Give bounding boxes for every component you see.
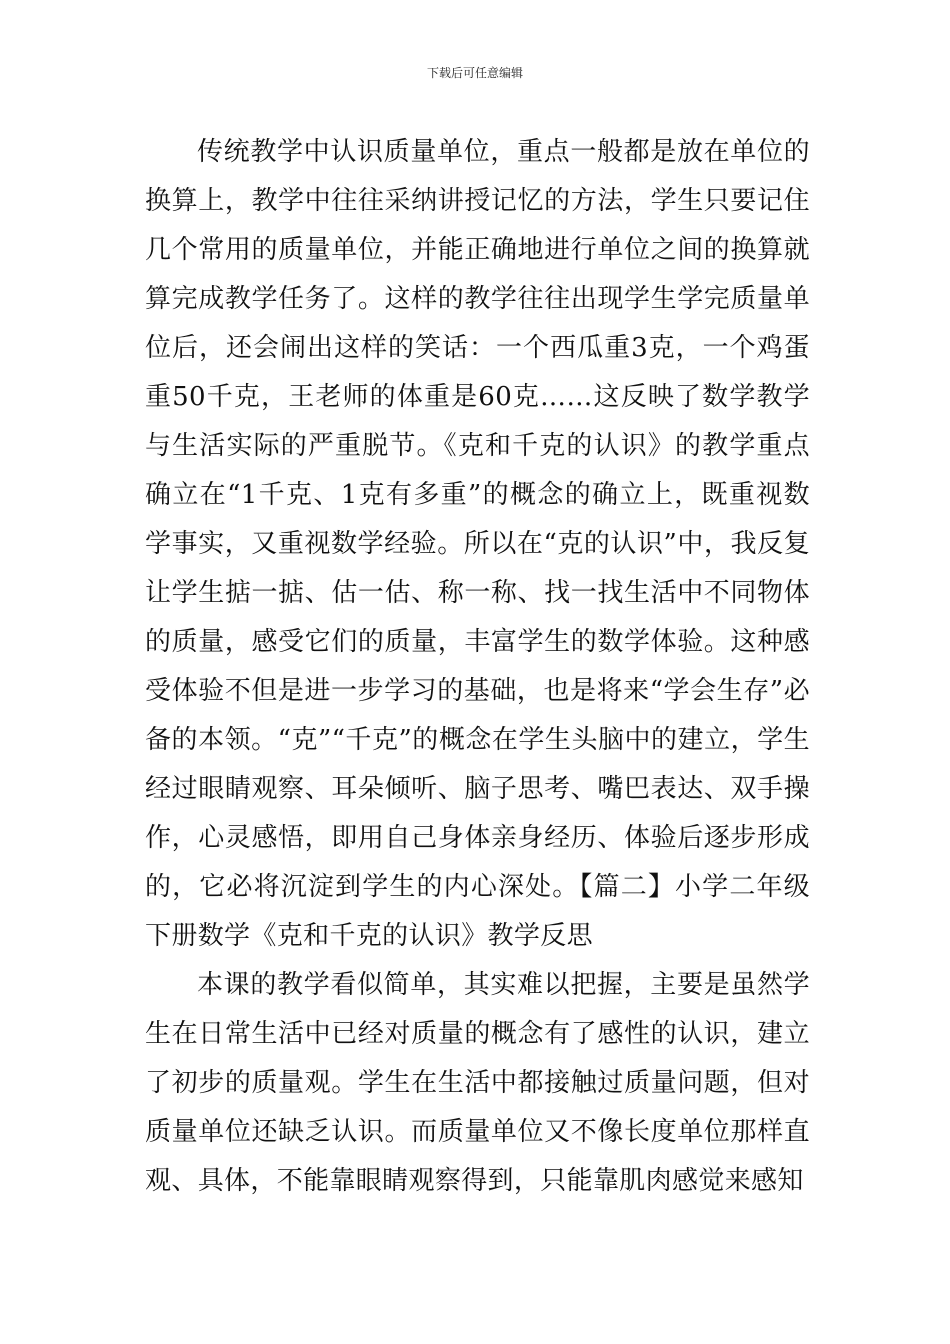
paragraph-2: 本课的教学看似简单，其实难以把握，主要是虽然学生在日常生活中已经对质量的概念有了感性的认识，建立了初步的质量观。学生在生活中都接触过质量问题，但对质量单位还缺乏认识。而质量单位又不像长度单位那样直观、具体，不能靠眼睛观察得到，只能靠肌肉感觉来感知: [145, 970, 810, 1196]
paragraph-1: 传统教学中认识质量单位，重点一般都是放在单位的换算上，教学中往往采纳讲授记忆的方法，学生只要记住几个常用的质量单位，并能正确地进行单位之间的换算就算完成教学任务了。这样的教学往往出现学生学完质量单位后，还会闹出这样的笑话：一个西瓜重3克，一个鸡蛋重50千克，王老师的体重是60克……这反映了数学教学与生活实际的严重脱节。《克和千克的认识》的教学重点确立在“1千克、1克有多重”的概念的确立上，既重视数学事实，又重视数学经验。所以在“克的认识”中，我反复让学生掂一掂、估一估、称一称、找一找生活中不同物体的质量，感受它们的质量，丰富学生的数学体验。这种感受体验不但是进一步学习的基础，也是将来“学会生存”必备的本领。“克”“千克”的概念在学生头脑中的建立，学生经过眼睛观察、耳朵倾听、脑子思考、嘴巴表达、双手操作，心灵感悟，即用自己身体亲身经历、体验后逐步形成的，它必将沉淀到学生的内心深处。【篇二】小学二年级下册数学《克和千克的认识》教学反思: [145, 137, 810, 951]
page-header-note: 下载后可任意编辑: [426, 66, 523, 80]
document-body: [145, 128, 810, 1206]
